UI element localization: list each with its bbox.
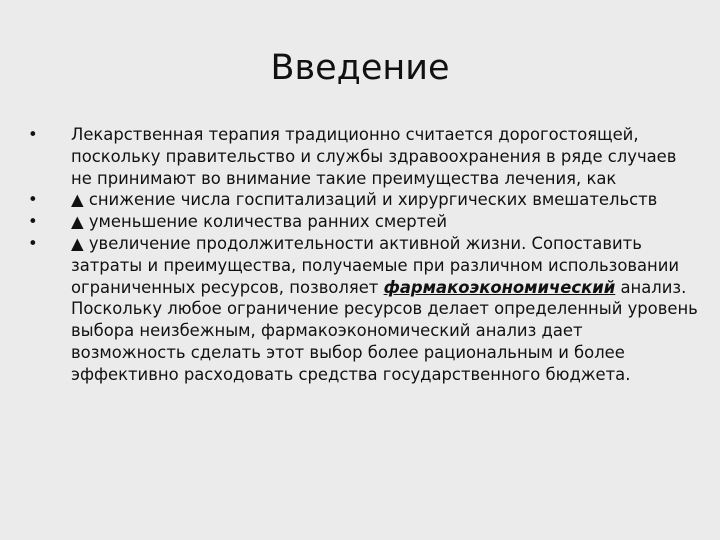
slide-title: Введение [270, 48, 450, 88]
bullet-text: увеличение продолжительности активной жизни. [88, 233, 527, 253]
triangle-up-icon: ▲ [71, 190, 84, 210]
triangle-up-icon: ▲ [71, 212, 84, 232]
triangle-up-icon: ▲ [71, 233, 84, 253]
bullet-text: Лекарственная терапия традиционно считается дорогостоящей, поскольку правительство и службы здравоохранения в ряде случаев не принимают во внимание такие преимущества лечения, как [71, 125, 677, 188]
bullet-dot-icon: • [28, 190, 38, 210]
bullet-item-early-deaths [28, 211, 700, 233]
bullet-dot-icon: • [28, 233, 38, 253]
bullet-item-active-life [28, 233, 700, 386]
bullet-text: уменьшение количества ранних смертей [88, 212, 447, 232]
bullet-list [28, 124, 700, 386]
bullet-item-intro [28, 124, 700, 189]
continuation-text: Сопоставить затраты и преимущества, получаемые при различном использовании ограниченных ресурсов, позволяет [71, 233, 680, 297]
continuation-text-end: анализ. Поскольку любое ограничение ресурсов делает определенный уровень выбора неизбежным, фармакоэкономический анализ дает возможность сделать этот выбор более рациональным и более эффективно расходовать средства государственного бюджета. [71, 277, 698, 384]
keyword-pharmacoeconomic: фармакоэкономический [383, 277, 616, 297]
bullet-item-hospitalizations [28, 189, 700, 211]
bullet-text: снижение числа госпитализаций и хирургических вмешательств [88, 190, 658, 210]
bullet-dot-icon: • [28, 125, 38, 144]
bullet-dot-icon: • [28, 212, 38, 232]
